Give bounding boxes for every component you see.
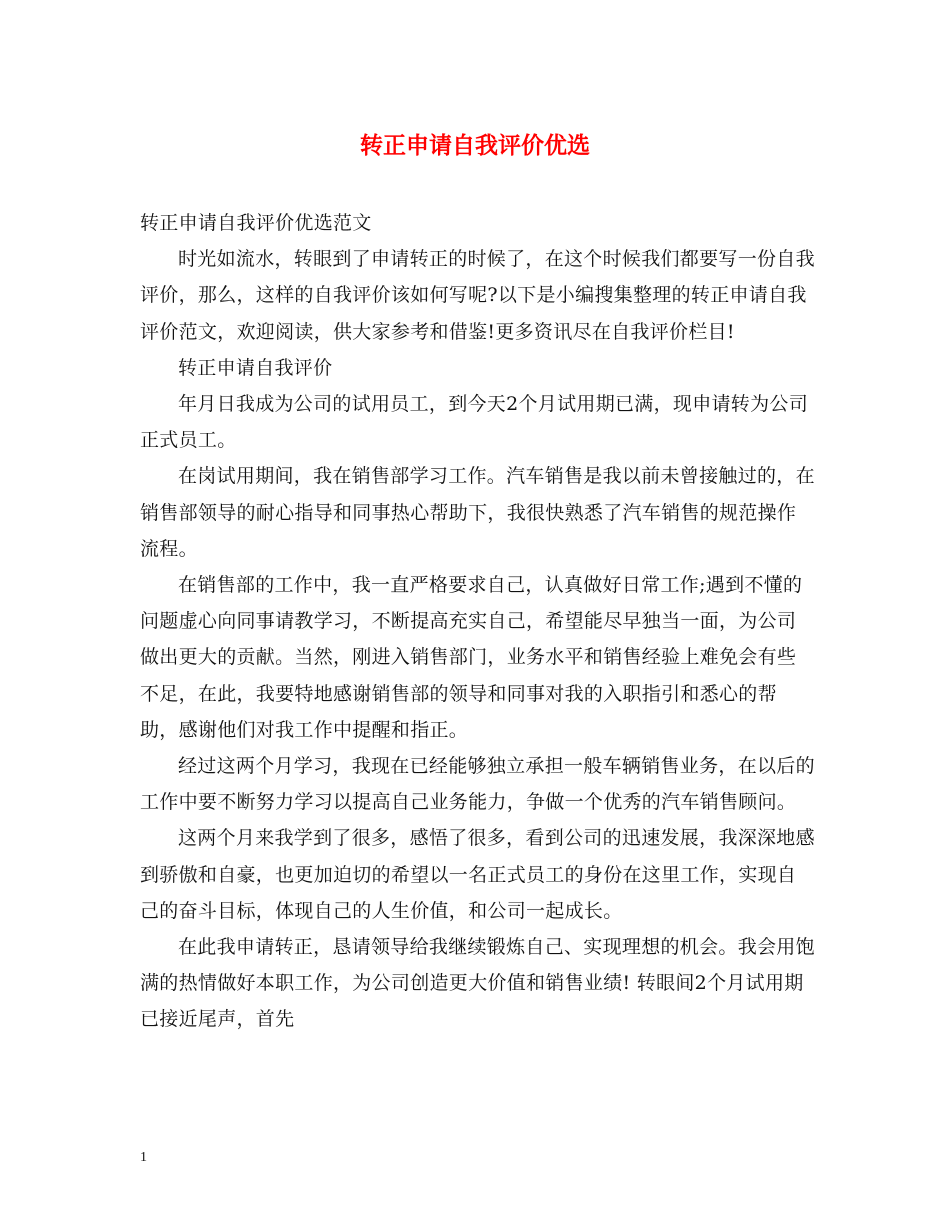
paragraph-work-attitude: 在销售部的工作中，我一直严格要求自己，认真做好日常工作;遇到不懂的问题虚心向同事请教学习，不断提高充实自己，希望能尽早独当一面，为公司做出更大的贡献。当然，刚进入销售部门，业务水平和销售经验上难免会有些不足，在此，我要特地感谢销售部的领导和同事对我的入职指引和悉心的帮助，感谢他们对我工作中提醒和指正。 — [140, 574, 803, 741]
paragraph-learning: 经过这两个月学习，我现在已经能够独立承担一般车辆销售业务，在以后的工作中要不断努力学习以提高自己业务能力，争做一个优秀的汽车销售顾问。 — [140, 755, 815, 814]
document-title: 转正申请自我评价优选 — [360, 132, 590, 159]
section-heading: 转正申请自我评价 — [178, 356, 333, 379]
page-number: 1 — [140, 1150, 147, 1165]
paragraph-trial-period: 在岗试用期间，我在销售部学习工作。汽车销售是我以前未曾接触过的，在销售部领导的耐心指导和同事热心帮助下，我很快熟悉了汽车销售的规范操作流程。 — [140, 465, 815, 560]
document-body — [140, 205, 815, 1038]
paragraph-growth: 这两个月来我学到了很多，感悟了很多，看到公司的迅速发展，我深深地感到骄傲和自豪，也更加迫切的希望以一名正式员工的身份在这里工作，实现自己的奋斗目标，体现自己的人生价值，和公司一起成长。 — [140, 827, 815, 922]
paragraph-request: 在此我申请转正，恳请领导给我继续锻炼自己、实现理想的机会。我会用饱满的热情做好本职工作，为公司创造更大价值和销售业绩! 转眼间2个月试用期已接近尾声，首先 — [140, 936, 815, 1031]
paragraph-intro: 时光如流水，转眼到了申请转正的时候了，在这个时候我们都要写一份自我评价，那么，这样的自我评价该如何写呢?以下是小编搜集整理的转正申请自我评价范文，欢迎阅读，供大家参考和借鉴!更多资讯尽在自我评价栏目! — [140, 248, 815, 343]
document-subtitle: 转正申请自我评价优选范文 — [140, 212, 372, 234]
paragraph-start-date: 年月日我成为公司的试用员工，到今天2个月试用期已满，现申请转为公司正式员工。 — [140, 393, 808, 452]
